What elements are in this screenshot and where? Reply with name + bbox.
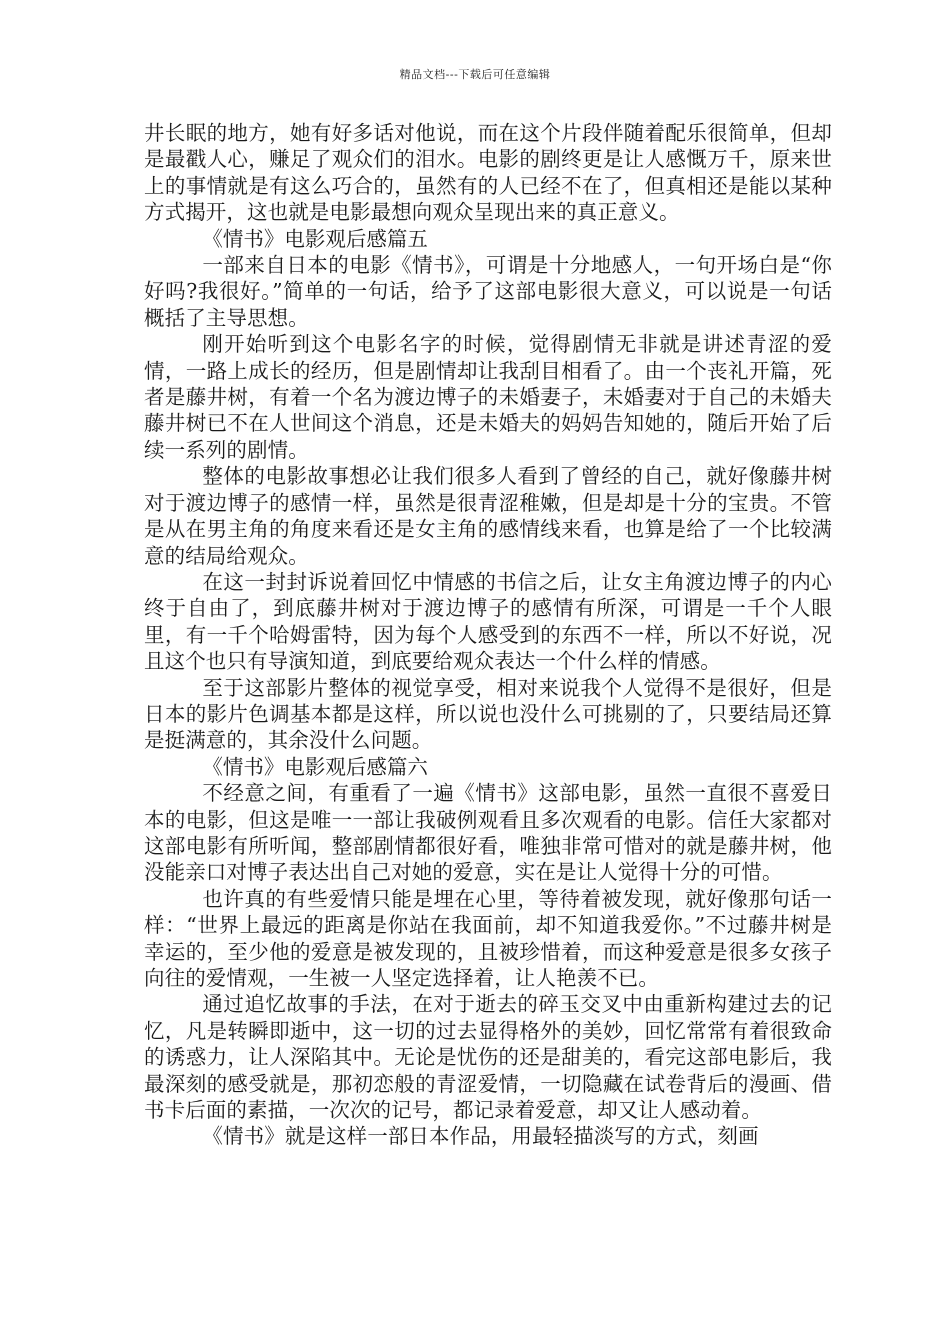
paragraph: 《情书》就是这样一部日本作品，用最轻描淡写的方式，刻画 <box>202 1124 759 1149</box>
paragraph: 不经意之间，有重看了一遍《情书》这部电影，虽然一直很不喜爱日本的电影，但这是唯一一部让我破例观看且多次观看的电影。信任大家都对这部电影有所听闻，整部剧情都很好看，唯独非常可惜对的就是藤井树，他没能亲口对博子表达出自己对她的爱意，实在是让人觉得十分的可惜。 <box>144 781 832 885</box>
document-body <box>144 120 832 1150</box>
page-header: 精品文档---下载后可任意编辑 <box>399 68 551 81</box>
paragraph: 整体的电影故事想必让我们很多人看到了曾经的自己，就好像藤井树对于渡边博子的感情一样，虽然是很青涩稚嫩，但是却是十分的宝贵。不管是从在男主角的角度来看还是女主角的感情线来看，也算是给了一个比较满意的结局给观众。 <box>144 464 832 568</box>
paragraph: 在这一封封诉说着回忆中情感的书信之后，让女主角渡边博子的内心终于自由了，到底藤井树对于渡边博子的感情有所深，可谓是一千个人眼里，有一千个哈姆雷特，因为每个人感受到的东西不一样，所以不好说，况且这个也只有导演知道，到底要给观众表达一个什么样的情感。 <box>144 569 832 674</box>
section-heading: 《情书》电影观后感篇五 <box>202 226 428 251</box>
paragraph: 至于这部影片整体的视觉享受，相对来说我个人觉得不是很好，但是日本的影片色调基本都是这样，所以说也没什么可挑剔的了，只要结局还算是挺满意的，其余没什么问题。 <box>144 675 832 753</box>
paragraph: 通过追忆故事的手法，在对于逝去的碎玉交叉中由重新构建过去的记忆，凡是转瞬即逝中，这一切的过去显得格外的美妙，回忆常常有着很致命的诱惑力，让人深陷其中。无论是忧伤的还是甜美的，看完这部电影后，我最深刻的感受就是，那初恋般的青涩爱情，一切隐藏在试卷背后的漫画、借书卡后面的素描，一次次的记号，都记录着爱意，却又让人感动着。 <box>144 992 832 1123</box>
section-heading: 《情书》电影观后感篇六 <box>202 754 428 779</box>
paragraph: 井长眠的地方，她有好多话对他说，而在这个片段伴随着配乐很简单，但却是最戳人心，赚足了观众们的泪水。电影的剧终更是让人感慨万千，原来世上的事情就是有这么巧合的，虽然有的人已经不在了，但真相还是能以某种方式揭开，这也就是电影最想向观众呈现出来的真正意义。 <box>144 121 832 225</box>
paragraph: 刚开始听到这个电影名字的时候，觉得剧情无非就是讲述青涩的爱情，一路上成长的经历，但是剧情却让我刮目相看了。由一个丧礼开篇，死者是藤井树，有着一个名为渡边博子的未婚妻子，未婚妻对于自己的未婚夫藤井树已不在人世间这个消息，还是未婚夫的妈妈告知她的，随后开始了后续一系列的剧情。 <box>144 332 832 462</box>
paragraph: 一部来自日本的电影《情书》，可谓是十分地感人，一句开场白是“你好吗?我很好。”简单的一句话，给予了这部电影很大意义，可以说是一句话概括了主导思想。 <box>144 253 832 330</box>
paragraph: 也许真的有些爱情只能是埋在心里，等待着被发现，就好像那句话一样：“世界上最远的距离是你站在我面前，却不知道我爱你。”不过藤井树是幸运的，至少他的爱意是被发现的，且被珍惜着，而这种爱意是很多女孩子向往的爱情观，一生被一人坚定选择着，让人艳羡不已。 <box>144 886 832 990</box>
